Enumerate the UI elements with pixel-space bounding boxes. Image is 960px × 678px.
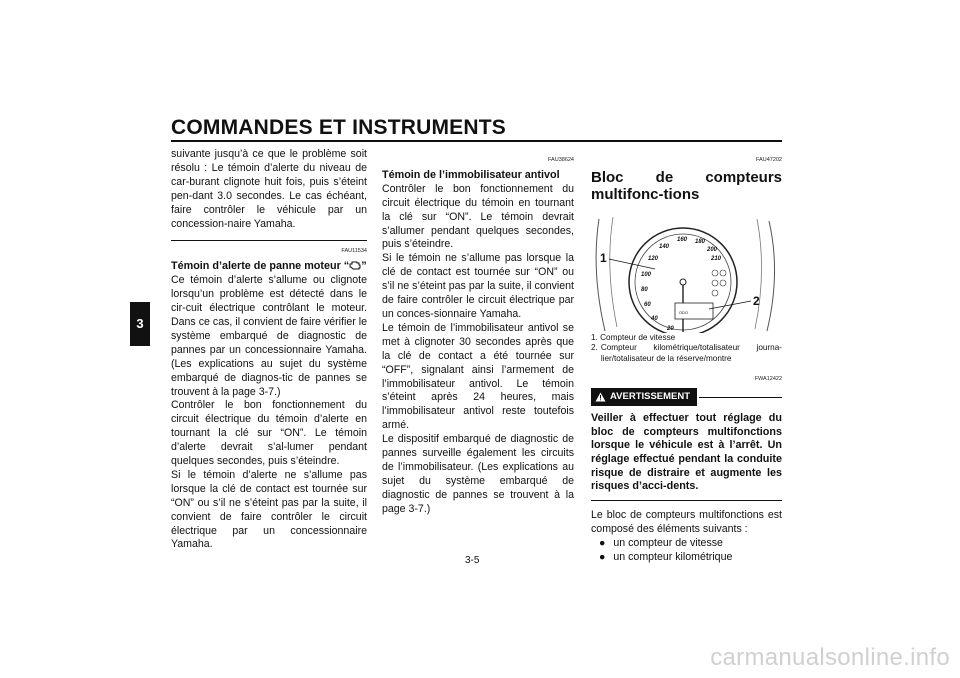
figure-captions [591, 333, 782, 365]
col2-para2: Si le témoin ne s’allume pas lorsque la clé de contact est tournée sur “ON” ou s’il ne s’éteint pas par la suite, il convient de faire contrôler le circuit électrique par un conces-sionnaire Yamaha. [382, 252, 574, 320]
col2-para3: Le témoin de l’immobilisateur antivol se met à clignoter 30 secondes après que la clé de contact a été tournée sur “OFF”, signalant ainsi l’armement de l’immobilisateur antivol. Le témoin s’éteint après 24 heures, mais l’immobilisateur antivol reste toutefois armé. [382, 321, 574, 432]
caption-item: 1. Compteur de vitesse [591, 332, 676, 342]
column-3 [591, 154, 782, 564]
callout-2: 2 [753, 293, 760, 308]
callout-1: 1 [600, 250, 607, 265]
engine-icon [349, 260, 361, 270]
meter-section-title: Bloc de compteurs multifonc-tions [591, 168, 782, 203]
page-number: 3-5 [465, 555, 480, 566]
section-code: FAU11534 [341, 248, 367, 255]
warning-header [591, 388, 782, 406]
dial-label: 20 [667, 325, 674, 332]
dial-label: 200 [707, 246, 718, 253]
col1-intro: suivante jusqu’à ce que le problème soit résolu : Le témoin d’alerte du niveau de car-burant clignote huit fois, puis s’éteint pen-dant 3.0 secondes. Le cas échéant, faire contrôler le véhicule par un concession-naire Yamaha. [171, 148, 367, 230]
dial-label: 80 [641, 286, 648, 293]
dial-label: 140 [659, 243, 670, 250]
caption-item: 2. Compteur kilométrique/totalisateur journa-lier/totalisateur de la réserve/montre [591, 343, 782, 363]
section-code: FAU38624 [548, 157, 574, 163]
engine-warning-heading [171, 260, 367, 274]
heading-text: Témoin d’alerte de panne moteur “ [171, 260, 350, 273]
warning-text: Veiller à effectuer tout réglage du bloc de compteurs multifonctions lorsque le véhicule est à l’arrêt. Un réglage effectué pendant la conduite risque de distraire et augmente les risques d’acci-dents. [591, 412, 782, 493]
dial-label: 180 [695, 238, 706, 245]
column-1 [171, 148, 367, 552]
bullet-icon: ● [599, 550, 606, 563]
immobilizer-heading: Témoin de l’immobilisateur antivol [382, 168, 560, 181]
dial-label: 100 [641, 271, 652, 278]
meter-figure [591, 209, 782, 333]
figure-frame-left [596, 219, 605, 331]
col2-para4: Le dispositif embarqué de diagnostic de pannes surveille également les circuits de l’immobilisateur. (Les explications au sujet du système embarqué de diagnostic de pannes se trouvent à la page 3-7.) [382, 433, 574, 515]
list-item: ● un compteur kilométrique [599, 550, 733, 563]
watermark: carmanualsonline.info [710, 644, 950, 671]
warning-badge [591, 388, 697, 406]
figure-frame-left-inner [610, 217, 617, 327]
dial-label: 210 [711, 255, 722, 262]
dial-label: 60 [644, 301, 651, 308]
col1-para1: Ce témoin d’alerte s’allume ou clignote lorsqu’un problème est détecté dans le cir-cuit électrique contrôlant le moteur. Dans ce cas, il convient de faire vérifier le système embarqué de diagnostic de pannes par un concessionnaire Yamaha. (Les explications au sujet du système embarqué de diagnos-tic de pannes se trouvent à la page 3-7.) [171, 274, 367, 398]
figure-frame-right-inner [755, 219, 762, 329]
dial-label: 160 [677, 236, 688, 243]
dial-label: 40 [651, 315, 658, 322]
bullet-icon: ● [599, 536, 606, 549]
lcd-text: ODO [679, 309, 689, 315]
col1-para2: Contrôler le bon fonctionnement du circuit électrique du témoin d’alerte en tournant la clé sur “ON”. Le témoin d’alerte devrait s’al-lumer pendant quelques secondes, puis s’éteindre. [171, 399, 367, 468]
figure-frame-right [767, 221, 775, 331]
chapter-tab: 3 [130, 302, 150, 346]
col1-para3: Si le témoin d’alerte ne s’allume pas lorsque la clé de contact est tournée sur “ON” ou s’il ne s’éteint pas par la suite, il convient de faire contrôler le circuit électrique par un concessionnaire Yamaha. [171, 468, 367, 551]
header-rule [171, 140, 782, 142]
warning-label: AVERTISSEMENT [610, 391, 691, 403]
dial-label: 120 [648, 255, 659, 262]
list-item: ● un compteur de vitesse [599, 536, 723, 549]
page-header-title: COMMANDES ET INSTRUMENTS [171, 116, 506, 139]
warning-end-rule [591, 500, 782, 501]
col2-para1: Contrôler le bon fonctionnement du circuit électrique du témoin en tournant la clé sur “ON”. Le témoin devrait s’allumer pendant quelques secondes, puis s’éteindre. [382, 182, 574, 251]
section-code: FAU47202 [756, 157, 782, 163]
needle-hub [680, 279, 686, 285]
heading-end: ” [361, 260, 367, 273]
column-2 [382, 154, 574, 517]
section-separator [171, 240, 367, 241]
warning-triangle-icon [595, 392, 606, 402]
warning-rule [699, 397, 782, 398]
warning-code: FWA12422 [754, 376, 782, 383]
col3-body: Le bloc de compteurs multifonctions est composé des éléments suivants : [591, 508, 782, 535]
